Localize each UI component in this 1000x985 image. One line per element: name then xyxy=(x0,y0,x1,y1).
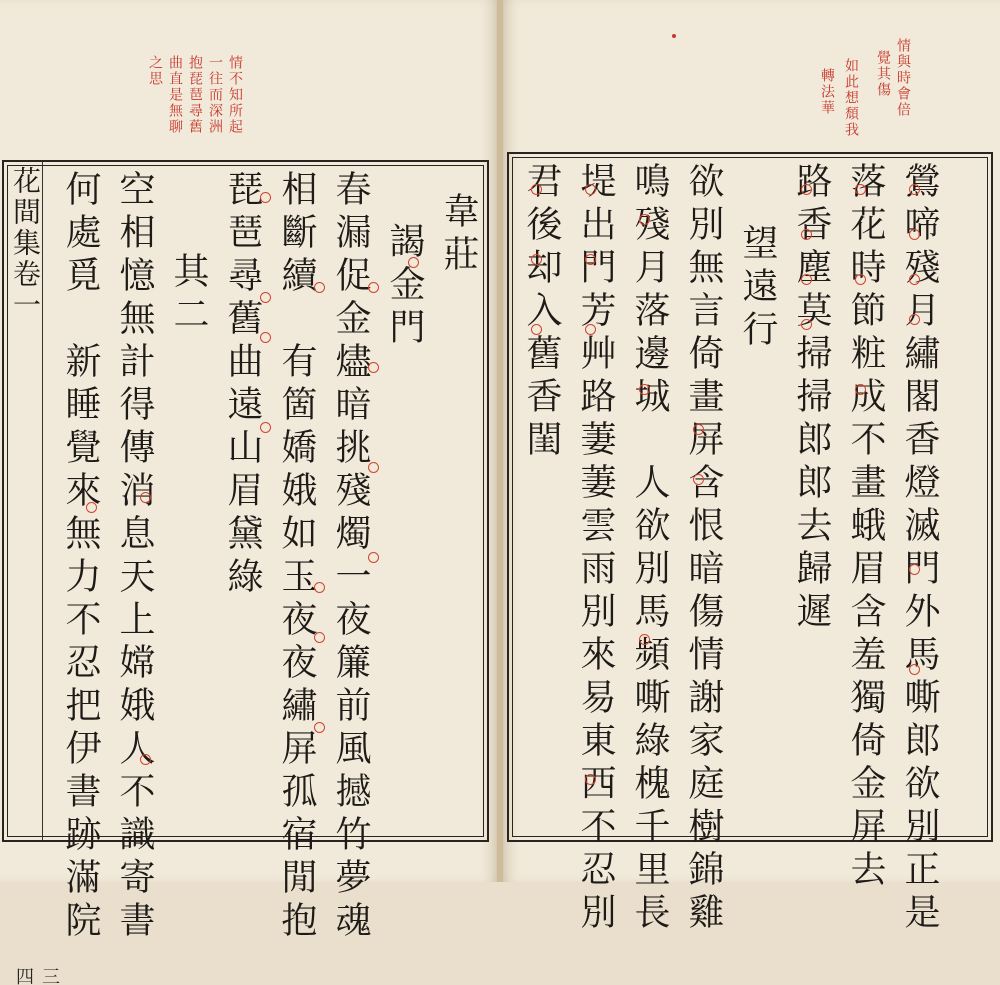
text-line: 琵琶尋舊曲遠山眉黛綠 xyxy=(222,170,263,600)
annotation-circle xyxy=(909,564,920,575)
text-line: 堤出門芳艸路萋萋雲雨別來易東西不忍別 xyxy=(575,162,616,936)
left-note-2: 一往而深洲 xyxy=(207,55,223,135)
annotation-circle xyxy=(408,257,419,268)
annotation-circle xyxy=(909,229,920,240)
right-text-frame xyxy=(507,152,993,936)
left-page xyxy=(0,0,497,985)
annotation-circle xyxy=(639,214,650,225)
right-note-4: 轉法華 xyxy=(819,68,835,116)
folio-number: 三四 xyxy=(13,967,60,985)
left-note-4: 曲直是無聊 xyxy=(167,55,183,135)
annotation-circle xyxy=(260,192,271,203)
right-note-2: 覺其傷 xyxy=(875,50,891,98)
annotation-circle xyxy=(260,422,271,433)
annotation-circle xyxy=(531,324,542,335)
text-line: 望遠行 xyxy=(737,224,778,353)
text-line: 鳴殘月落邊城 人欲別馬頻嘶綠槐千里長 xyxy=(629,162,670,936)
annotation-circle xyxy=(140,492,151,503)
right-note-1: 情與時會倍 xyxy=(895,38,911,118)
annotation-circle xyxy=(909,274,920,285)
annotation-circle xyxy=(260,332,271,343)
text-line: 君後却入舊香閨 xyxy=(521,162,562,463)
text-line: 韋莊 xyxy=(438,192,479,278)
annotation-circle xyxy=(368,282,379,293)
annotation-circle xyxy=(314,722,325,733)
annotation-circle xyxy=(801,274,812,285)
annotation-circle xyxy=(855,184,866,195)
annotation-circle xyxy=(140,754,151,765)
text-line: 相斷續 有箇嬌娥如玉夜夜繡屏孤宿閒抱 xyxy=(276,170,317,944)
annotation-circle xyxy=(86,502,97,513)
annotation-circle xyxy=(585,324,596,335)
text-line: 欲別無言倚畫屏含恨暗傷情謝家庭樹錦雞 xyxy=(683,162,724,936)
annotation-circle xyxy=(639,634,650,645)
annotation-circle xyxy=(314,282,325,293)
annotation-circle xyxy=(855,384,866,395)
text-line: 謁金門 xyxy=(384,222,425,351)
text-line: 鶯啼殘月繡閣香燈滅門外馬嘶郎欲別正是 xyxy=(899,162,940,936)
annotation-circle xyxy=(801,319,812,330)
annotation-circle xyxy=(531,184,542,195)
text-line: 春漏促金燼暗挑殘燭一夜簾前風撼竹夢魂 xyxy=(330,170,371,944)
annotation-circle xyxy=(368,552,379,563)
annotation-circle xyxy=(855,274,866,285)
left-note-5: 之思 xyxy=(147,55,163,87)
right-note-3: 如此想頹我 xyxy=(843,58,859,138)
annotation-circle xyxy=(585,774,596,785)
annotation-circle xyxy=(693,474,704,485)
annotation-circle xyxy=(585,184,596,195)
annotation-circle xyxy=(368,362,379,373)
annotation-circle xyxy=(314,582,325,593)
text-line: 其二 xyxy=(168,252,209,338)
annotation-circle xyxy=(260,292,271,303)
red-dot xyxy=(672,34,676,38)
annotation-circle xyxy=(585,254,596,265)
left-note-1: 情不知所起 xyxy=(227,55,243,135)
annotation-circle xyxy=(909,664,920,675)
text-line: 空相憶無計得傳消息天上嫦娥人不識寄書 xyxy=(114,170,155,944)
text-line: 何處覓 新睡覺來無力不忍把伊書跡滿院 xyxy=(60,170,101,944)
text-line: 落花時節粧成不畫蛾眉含羞獨倚金屏去 xyxy=(845,162,886,893)
annotation-circle xyxy=(909,184,920,195)
annotation-circle xyxy=(801,229,812,240)
annotation-circle xyxy=(314,632,325,643)
text-line: 路香塵莫掃掃郎郎去歸遲 xyxy=(791,162,832,635)
annotation-circle xyxy=(531,254,542,265)
left-text-frame xyxy=(2,160,489,985)
margin-column: 花間集卷一 xyxy=(9,166,42,321)
annotation-circle xyxy=(909,314,920,325)
left-note-3: 抱琵琶尋舊 xyxy=(187,55,203,135)
right-page xyxy=(503,0,1000,936)
annotation-circle xyxy=(801,184,812,195)
annotation-circle xyxy=(639,384,650,395)
annotation-circle xyxy=(368,462,379,473)
annotation-circle xyxy=(693,424,704,435)
